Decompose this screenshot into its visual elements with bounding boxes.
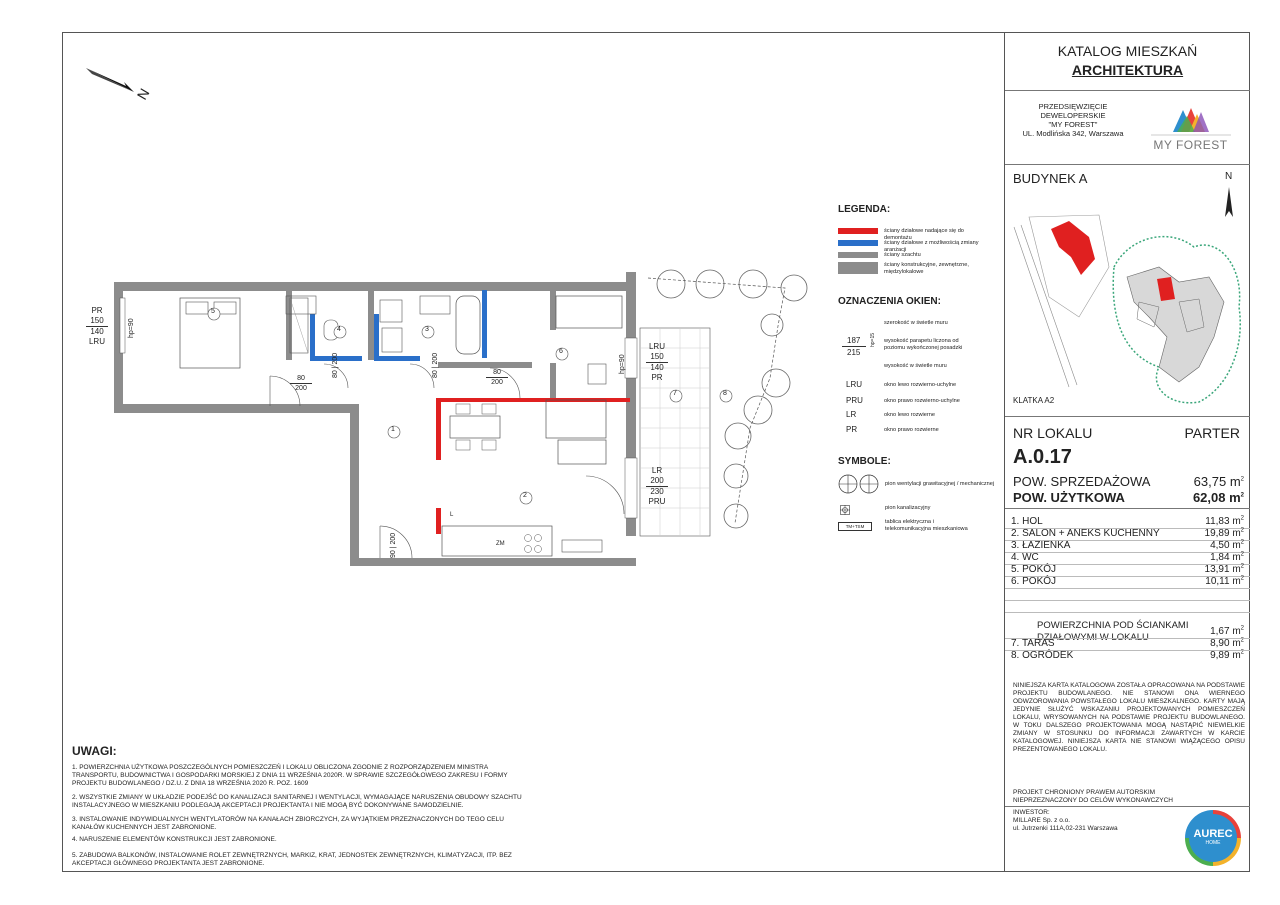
usable-area-label: POW. UŻYTKOWA — [1013, 490, 1125, 505]
room-row: 2. SALON + ANEKS KUCHENNY 19,89 $m^2$ — [1011, 527, 1244, 539]
legend-swatch — [838, 252, 878, 258]
room-2-number: 2 — [523, 492, 527, 499]
win-example-hp: hp=15 — [870, 332, 876, 347]
room-3-number: 3 — [425, 326, 429, 333]
unit-number: A.0.17 — [1013, 446, 1072, 468]
symbol-ventilation-label: pion wentylacji grawitacyjnej / mechanicznej — [885, 481, 995, 487]
window-type-code: PRU — [846, 396, 863, 405]
room-8-number: 8 — [723, 390, 727, 397]
plan-north-arrow-icon — [84, 52, 144, 117]
symbols-title: SYMBOLE: — [838, 456, 891, 467]
window-type-code: PR — [846, 425, 858, 434]
window-type-text: okno prawo rozwierne — [884, 427, 939, 433]
symbol-drain-label: pion kanalizacyjny — [885, 505, 931, 511]
win-example-width: 187 — [847, 336, 861, 345]
plan-north-label: N — [133, 85, 153, 103]
door-label: 80 | 200 — [432, 352, 439, 378]
sale-area-value: 63,75 $m^2$ — [1193, 474, 1244, 489]
disclaimer: NINIEJSZA KARTA KATALOGOWA ZOSTAŁA OPRACOWANA NA PODSTAWIE PROJEKTU BUDOWLANEGO. NIE STANOWI ONA WIERNEGO ODWZOROWANIA POWSTAŁEGO LOKALU MIESZKALNEGO. KARTY MAJĄ JEDYNIE SŁUŻYĆ WSKAZANIU PROJEKTOWANYCH POMIESZCZEŃ LOKALU, WRYSOWANYCH NA PODSTAWIE PROJEKTU BUDOWLANEGO. W TOKU DALSZEGO PROJEKTOWANIA MOGĄ NASTĄPIĆ NIEWIELKIE ZMIANY W STOSUNKU DO INFORMACJI ZAWARTYCH W KARCIE KATALOGOWEJ. NINIEJSZA KARTA NIE STANOWI WIĄŻĄCEGO OPISU PREZENTOWANEGO LOKALU. — [1013, 682, 1245, 753]
window-left-label: PR 150 140 LRU — [86, 306, 108, 347]
electric-panel-symbol-icon: TM+TSM — [838, 522, 872, 531]
fridge-label: L — [450, 512, 454, 518]
extra-row: 7. TARAS 8,90 $m^2$ — [1011, 637, 1244, 649]
room-5-number: 5 — [211, 308, 215, 315]
section-title: ARCHITEKTURA — [1071, 62, 1184, 78]
window-type-code: LRU — [846, 380, 863, 389]
site-plan-map — [1009, 207, 1245, 407]
building-title: BUDYNEK A — [1013, 171, 1088, 186]
legend-swatch — [838, 228, 878, 234]
win-example-height: 215 — [847, 348, 861, 357]
legend-item: ściany konstrukcyjne, zewnętrzne, międzylokalowe — [838, 262, 984, 275]
floor-plan — [88, 268, 830, 568]
window-right-bottom-label: LR 200 230 PRU — [646, 466, 668, 507]
legend-item: ściany działowe z możliwością zmiany aranżacji — [838, 240, 984, 253]
window-right-top-label: LRU 150 140 PR — [646, 342, 668, 383]
door-label: 80 200 — [486, 368, 508, 387]
note-item: 3. INSTALOWANIE INDYWIDUALNYCH WENTYLATORÓW NA KANAŁACH ZBIORCZYCH, ZA WYJĄTKIEM PRZEZNACZONYCH DO TEGO CELU KANAŁÓW KUCHENNYCH JEST ZABRONIONE. — [72, 816, 504, 831]
site-north-label: N — [1225, 171, 1233, 182]
legend-item: ściany szachtu — [838, 252, 984, 259]
window-left-hp: hp=90 — [128, 318, 135, 338]
window-right-hp: hp=90 — [619, 354, 626, 374]
room-1-number: 1 — [391, 426, 395, 433]
legend-swatch — [838, 240, 878, 246]
windows-title: OZNACZENIA OKIEN: — [838, 296, 941, 307]
ventilation-symbol-icon — [838, 474, 880, 499]
symbol-panel-label: tablica elektryczna i telekomunikacyjna mieszkaniowa — [885, 519, 968, 532]
copyright-note: PROJEKT CHRONIONY PRAWEM AUTORSKIM NIEPRZEZNACZONY DO CELÓW WYKONAWCZYCH — [1013, 789, 1173, 804]
room-row: 5. POKÓJ 13,91 $m^2$ — [1011, 563, 1244, 575]
title-block — [1004, 32, 1250, 872]
window-type-text: okno lewo rozwierne — [884, 412, 935, 418]
drain-symbol-icon — [840, 502, 850, 520]
win-note-height: wysokość w świetle muru — [884, 363, 947, 369]
aurec-logo: AUREC HOME — [1185, 810, 1241, 866]
legend-title: LEGENDA: — [838, 204, 891, 215]
my-forest-logo: MY FOREST — [1143, 104, 1238, 164]
stair-label: KLATKA A2 — [1013, 396, 1055, 405]
note-item: 2. WSZYSTKIE ZMIANY W UKŁADZIE PODEJŚĆ DO KANALIZACJI SANITARNEJ I WENTYLACJI, WYMAGAJĄCE NARUSZENIA OBUDOWY SZACHTU INSTALACYJNEGO W MIESZKANIU PODLEGAJĄ AKCEPTACJI PROJEKTANTA I NIE MOGĄ BYĆ DOKONYWANE SAMODZIELNIE. — [72, 794, 522, 809]
note-item: 5. ZABUDOWA BALKONÓW, INSTALOWANIE ROLET ZEWNĘTRZNYCH, MARKIZ, KRAT, JEDNOSTEK ZEWNĘTRZNYCH, KLIMATYZACJI, ITP. BEZ AKCEPTACJI GŁÓWNEGO PROJEKTANTA JEST ZABRONIONE. — [72, 852, 512, 867]
room-row: 6. POKÓJ 10,11 $m^2$ — [1011, 575, 1244, 587]
walls-area-label: POWIERZCHNIA POD ŚCIANKAMI DZIAŁOWYMI W LOKALU — [1037, 620, 1189, 643]
window-type-text: okno lewo rozwierno-uchylne — [884, 382, 957, 388]
catalog-title: KATALOG MIESZKAŃ — [1057, 43, 1198, 59]
note-item: 1. POWIERZCHNIA UŻYTKOWA POSZCZEGÓLNYCH POMIESZCZEŃ I LOKALU OBLICZONA ZGODNIE Z ROZPORZĄDZENIEM MINISTRA TRANSPORTU, BUDOWNICTWA I GOSPODARKI MORSKIEJ Z DNIA 11 WRZEŚNIA 2020R. W SPRAWIE SZCZEGÓŁOWEGO ZAKRESU I FORMY PROJEKTU BUDOWLANEGO / DZ.U. Z DNIA 18 WRZEŚNIA 2020 R. POZ. 1609 — [72, 764, 508, 787]
door-label: 80 | 200 — [332, 352, 339, 378]
room-row: 1. HOL 11,83 $m^2$ — [1011, 515, 1244, 527]
legend-item: ściany działowe nadające się do demontażu — [838, 228, 984, 241]
win-note-sill: wysokość parapetu liczona od poziomu wykończonej posadzki — [884, 338, 963, 351]
room-row: 4. WC 1,84 $m^2$ — [1011, 551, 1244, 563]
sale-area-label: POW. SPRZEDAŻOWA — [1013, 474, 1151, 489]
room-row: 3. ŁAZIENKA 4,50 $m^2$ — [1011, 539, 1244, 551]
walls-area-value: 1,67 $m^2$ — [1210, 625, 1244, 637]
unit-nr-label: NR LOKALU — [1013, 425, 1093, 441]
usable-area-value: 62,08 $m^2$ — [1192, 490, 1244, 505]
room-7-number: 7 — [673, 390, 677, 397]
door-label: 80 200 — [290, 374, 312, 393]
door-label: 90 | 200 — [390, 532, 397, 558]
washer-label: ZM — [496, 541, 505, 547]
window-type-code: LR — [846, 410, 857, 419]
notes-title: UWAGI: — [72, 744, 117, 758]
floor-label: PARTER — [1184, 425, 1240, 441]
room-4-number: 4 — [337, 326, 341, 333]
developer-info: PRZEDSIĘWZIĘCIE DEWELOPERSKIE "MY FOREST" UL. Modlińska 342, Warszawa — [1022, 102, 1124, 138]
win-note-width: szerokość w świetle muru — [884, 320, 948, 326]
window-type-text: okno prawo rozwierno-uchylne — [884, 398, 960, 404]
legend-swatch — [838, 262, 878, 274]
room-6-number: 6 — [559, 348, 563, 355]
note-item: 4. NARUSZENIE ELEMENTÓW KONSTRUKCJI JEST ZABRONIONE. — [72, 836, 277, 843]
investor-info: INWESTOR: MILLARE Sp. z o.o. ul. Jutrzenki 111A,02-231 Warszawa — [1013, 809, 1118, 832]
extra-row: 8. OGRÓDEK 9,89 $m^2$ — [1011, 649, 1244, 661]
